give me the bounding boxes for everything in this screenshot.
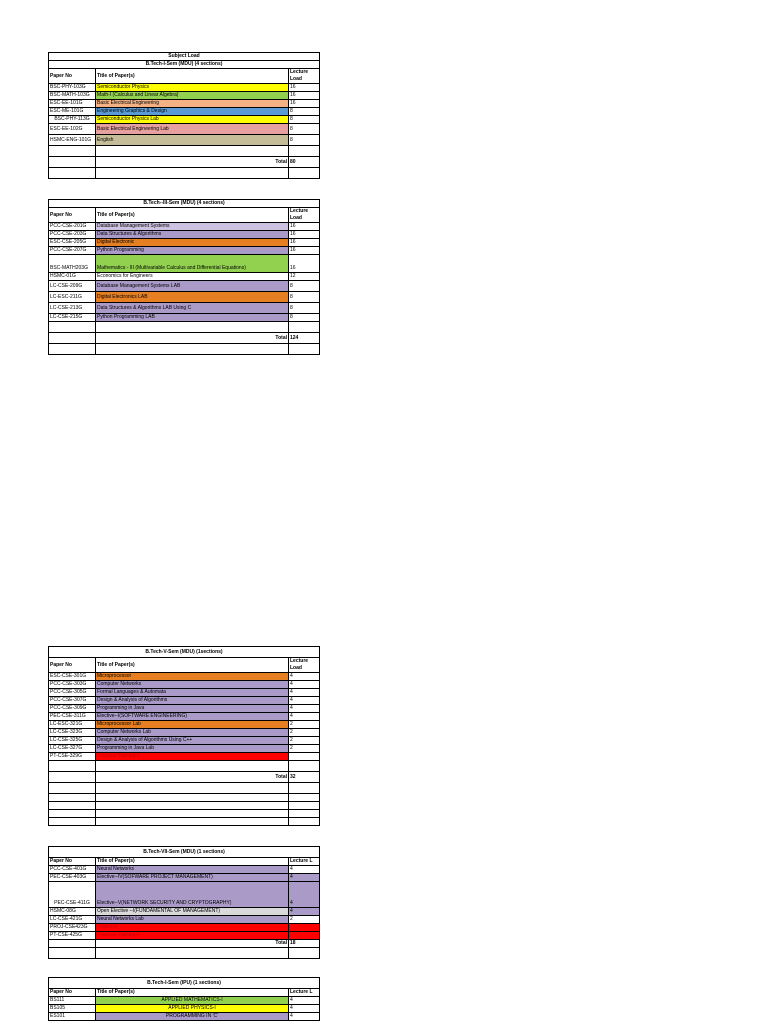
- total-value: 80: [289, 157, 320, 168]
- lecture-load: 4: [289, 705, 320, 713]
- paper-title: APPLIED PHYSICS-I: [96, 1005, 289, 1013]
- paper-title: Neural Networks Lab: [96, 916, 289, 924]
- total-label: Total: [96, 333, 289, 344]
- lecture-load: 8: [289, 108, 320, 116]
- paper-no: ESC-ME-101G: [49, 108, 96, 116]
- column-header-paper: Paper No: [49, 658, 96, 673]
- paper-title: Python Programming: [96, 247, 289, 255]
- paper-no: LC-CSE-213G: [49, 303, 96, 314]
- paper-title: APPLIED MATHEMATICS-I: [96, 997, 289, 1005]
- paper-no: BS111: [49, 997, 96, 1005]
- table-row: [49, 135, 320, 146]
- lecture-load: 8: [289, 116, 320, 124]
- lecture-load: 8: [289, 135, 320, 146]
- total-value: 18: [289, 940, 320, 948]
- paper-title: Semiconductor Physics Lab: [96, 116, 289, 124]
- paper-no: LC-CSE-325G: [49, 737, 96, 745]
- table-row: [49, 100, 320, 108]
- table-row: [49, 713, 320, 721]
- paper-no: HSMC-01G: [49, 273, 96, 281]
- lecture-load: 16: [289, 100, 320, 108]
- table-row: [49, 84, 320, 92]
- column-header-load: Lecture Load: [289, 69, 320, 84]
- lecture-load: 8: [289, 314, 320, 322]
- paper-title: Database Management Systems LAB: [96, 281, 289, 292]
- paper-no: PT-CSE-425G: [49, 932, 96, 940]
- column-header-load: Lecture L: [289, 989, 320, 997]
- table-row: [49, 231, 320, 239]
- paper-title: Elective--I(SOFTWARE ENGINEERING): [96, 713, 289, 721]
- lecture-load: 2: [289, 729, 320, 737]
- paper-no: BSC-PHY-103G: [49, 84, 96, 92]
- paper-no: ESC-EE-101G: [49, 100, 96, 108]
- total-label: Total: [96, 940, 289, 948]
- lecture-load: 16: [289, 231, 320, 239]
- paper-no: ESC-CSE-301G: [49, 673, 96, 681]
- table-row: [49, 882, 320, 908]
- column-header-paper: Paper No: [49, 858, 96, 866]
- table-row: [49, 866, 320, 874]
- lecture-load: 4: [289, 1013, 320, 1021]
- table-heading: B.Tech--III-Sem (MDU) (4 sections): [49, 200, 320, 208]
- lecture-load: 4: [289, 681, 320, 689]
- table-subheading: B.Tech-I-Sem (MDU) (4 sections): [49, 61, 320, 69]
- table-heading: Subject Load: [49, 53, 320, 61]
- table-row: [49, 753, 320, 761]
- table-row: [49, 124, 320, 135]
- lecture-load: 8: [289, 292, 320, 303]
- lecture-load: 4: [289, 874, 320, 882]
- table-heading: B.Tech-I-Sem (IPU) (1 sections): [49, 978, 320, 989]
- table-row: [49, 239, 320, 247]
- table-row: [49, 292, 320, 303]
- lecture-load: 4: [289, 866, 320, 874]
- table-row: [49, 705, 320, 713]
- lecture-load: 16: [289, 84, 320, 92]
- table-row: [49, 1013, 320, 1021]
- table-btech-iii-sem-mdu: [48, 199, 320, 355]
- paper-title: Elective--IV(SOFWARE PROJECT MANAGEMENT): [96, 874, 289, 882]
- table-row: [49, 116, 320, 124]
- lecture-load: 4: [289, 673, 320, 681]
- table-row: [49, 108, 320, 116]
- paper-no: LC-CSE-209G: [49, 281, 96, 292]
- lecture-load: 4: [289, 1005, 320, 1013]
- paper-no: HSMC-08G: [49, 908, 96, 916]
- paper-no: PCC-CSE-309G: [49, 705, 96, 713]
- paper-no: PCC-CSE-303G: [49, 681, 96, 689]
- lecture-load: 4: [289, 997, 320, 1005]
- table-row: [49, 997, 320, 1005]
- lecture-load: 4: [289, 908, 320, 916]
- table-btech-v-sem-mdu: [48, 646, 320, 826]
- table-row: [49, 303, 320, 314]
- lecture-load: 8: [289, 303, 320, 314]
- paper-no: PCC-CSE-305G: [49, 689, 96, 697]
- paper-no: LC-CSE-215G: [49, 314, 96, 322]
- paper-title: Microprocessor: [96, 673, 289, 681]
- table-row: [49, 745, 320, 753]
- paper-title: Project-II: [96, 924, 289, 932]
- table-row: [49, 247, 320, 255]
- column-header-title: Title of Paper(s): [96, 69, 289, 84]
- paper-no: PEC-CSE-411G: [49, 882, 96, 908]
- lecture-load: 4: [289, 697, 320, 705]
- lecture-load: [289, 932, 320, 940]
- paper-no: PEC-CSE-311G: [49, 713, 96, 721]
- paper-no: PCC-CSE-307G: [49, 697, 96, 705]
- total-value: 124: [289, 333, 320, 344]
- paper-title: PROGRAMMING IN 'C': [96, 1013, 289, 1021]
- paper-title: English: [96, 135, 289, 146]
- paper-title: Open Elective --I(FUNDAMENTAL OF MANAGEMENT): [96, 908, 289, 916]
- paper-title: Digital Electronic: [96, 239, 289, 247]
- paper-no: ES101: [49, 1013, 96, 1021]
- paper-title: Design & Analysis of Algorithms Using C++: [96, 737, 289, 745]
- column-header-title: Title of Paper(s): [96, 208, 289, 223]
- table-row: [49, 281, 320, 292]
- paper-title: Formal Languages & Automata: [96, 689, 289, 697]
- paper-title: Semiconductor Physics: [96, 84, 289, 92]
- paper-no: LC-ESC-321G: [49, 721, 96, 729]
- table-row: [49, 697, 320, 705]
- lecture-load: 16: [289, 239, 320, 247]
- column-header-paper: Paper No: [49, 208, 96, 223]
- table-row: [49, 689, 320, 697]
- paper-title: Computer Networks: [96, 681, 289, 689]
- table-heading: B.Tech-V-Sem (MDU) (1sections): [49, 647, 320, 658]
- lecture-load: 4: [289, 689, 320, 697]
- paper-title: Digital Electronics LAB: [96, 292, 289, 303]
- paper-no: PT-CSE-329G: [49, 753, 96, 761]
- table-btech-i-sem-ipu: [48, 977, 320, 1021]
- paper-no: BSC-MATH-103G: [49, 92, 96, 100]
- table-row: [49, 932, 320, 940]
- lecture-load: [289, 924, 320, 932]
- lecture-load: [289, 753, 320, 761]
- table-row: [49, 273, 320, 281]
- table-row: [49, 924, 320, 932]
- paper-title: Computer Networks Lab: [96, 729, 289, 737]
- paper-no: PCC-CSE-201G: [49, 223, 96, 231]
- lecture-load: 2: [289, 721, 320, 729]
- table-row: [49, 314, 320, 322]
- paper-no: ESC-EE-102G: [49, 124, 96, 135]
- table-row: [49, 92, 320, 100]
- paper-no: PCC-CSE-401G: [49, 866, 96, 874]
- paper-no: BSC-PHY-113G: [49, 116, 96, 124]
- table-row: [49, 729, 320, 737]
- paper-title: Microprocessor Lab: [96, 721, 289, 729]
- paper-title: Data Structures & Algorithms: [96, 231, 289, 239]
- table-row: [49, 908, 320, 916]
- lecture-load: 12: [289, 273, 320, 281]
- paper-title: Practical Training-1: [96, 753, 289, 761]
- table-heading: B.Tech-VII-Sem (MDU) (1 sections): [49, 847, 320, 858]
- paper-no: LC-CSE-323G: [49, 729, 96, 737]
- paper-no: BSC-MATH203G: [49, 255, 96, 273]
- total-label: Total: [96, 772, 289, 783]
- paper-no: HSMC-ENG-101G: [49, 135, 96, 146]
- lecture-load: 16: [289, 247, 320, 255]
- paper-title: Programming in Java: [96, 705, 289, 713]
- lecture-load: 16: [289, 92, 320, 100]
- paper-title: Practical Training-II: [96, 932, 289, 940]
- table-row: [49, 1005, 320, 1013]
- table-row: [49, 916, 320, 924]
- lecture-load: 2: [289, 916, 320, 924]
- paper-no: LC-CSE-327G: [49, 745, 96, 753]
- paper-title: Mathematics - III (Multivariable Calculus and Differential Equations): [96, 255, 289, 273]
- column-header-load: Lecture L: [289, 858, 320, 866]
- paper-title: Economics for Engineers: [96, 273, 289, 281]
- table-row: [49, 874, 320, 882]
- lecture-load: 4: [289, 713, 320, 721]
- column-header-title: Title of Paper(s): [96, 989, 289, 997]
- table-row: [49, 255, 320, 273]
- column-header-title: Title of Paper(s): [96, 858, 289, 866]
- paper-no: PCC-CSE-207G: [49, 247, 96, 255]
- paper-title: Data Structures & Algorithms LAB Using C: [96, 303, 289, 314]
- table-btech-i-sem-mdu: [48, 52, 320, 179]
- table-btech-vii-sem-mdu: [48, 846, 320, 959]
- lecture-load: 2: [289, 745, 320, 753]
- paper-title: Basic Electrical Engineering Lab: [96, 124, 289, 135]
- table-row: [49, 673, 320, 681]
- paper-no: PEC-CSE-403G: [49, 874, 96, 882]
- table-row: [49, 721, 320, 729]
- lecture-load: 16: [289, 223, 320, 231]
- paper-title: Basic Electrical Engineering: [96, 100, 289, 108]
- paper-title: Math-I (Calculus and Linear Algebra): [96, 92, 289, 100]
- paper-title: Engineering Graphics & Design: [96, 108, 289, 116]
- paper-title: Design & Analysis of Algorithms: [96, 697, 289, 705]
- lecture-load: 16: [289, 255, 320, 273]
- lecture-load: 2: [289, 737, 320, 745]
- column-header-load: Lecture Load: [289, 658, 320, 673]
- total-label: Total: [96, 157, 289, 168]
- table-row: [49, 737, 320, 745]
- table-row: [49, 223, 320, 231]
- paper-title: Python Programming LAB: [96, 314, 289, 322]
- paper-no: ESC-CSE-205G: [49, 239, 96, 247]
- lecture-load: 8: [289, 124, 320, 135]
- paper-no: PROJ-CSE423G: [49, 924, 96, 932]
- paper-title: Neural Networks: [96, 866, 289, 874]
- table-row: [49, 681, 320, 689]
- column-header-load: Lecture Load: [289, 208, 320, 223]
- column-header-title: Title of Paper(s): [96, 658, 289, 673]
- paper-no: BS105: [49, 1005, 96, 1013]
- paper-no: PCC-CSE-203G: [49, 231, 96, 239]
- paper-no: LC-CSE-421G: [49, 916, 96, 924]
- paper-no: LC-ESC-211G: [49, 292, 96, 303]
- total-value: 32: [289, 772, 320, 783]
- lecture-load: 8: [289, 281, 320, 292]
- lecture-load: 4: [289, 882, 320, 908]
- column-header-paper: Paper No: [49, 989, 96, 997]
- paper-title: Elective--V(NETWORK SECURITY AND CRYPTOGRAPHY): [96, 882, 289, 908]
- column-header-paper: Paper No: [49, 69, 96, 84]
- paper-title: Database Management Systems: [96, 223, 289, 231]
- paper-title: Programming in Java Lab: [96, 745, 289, 753]
